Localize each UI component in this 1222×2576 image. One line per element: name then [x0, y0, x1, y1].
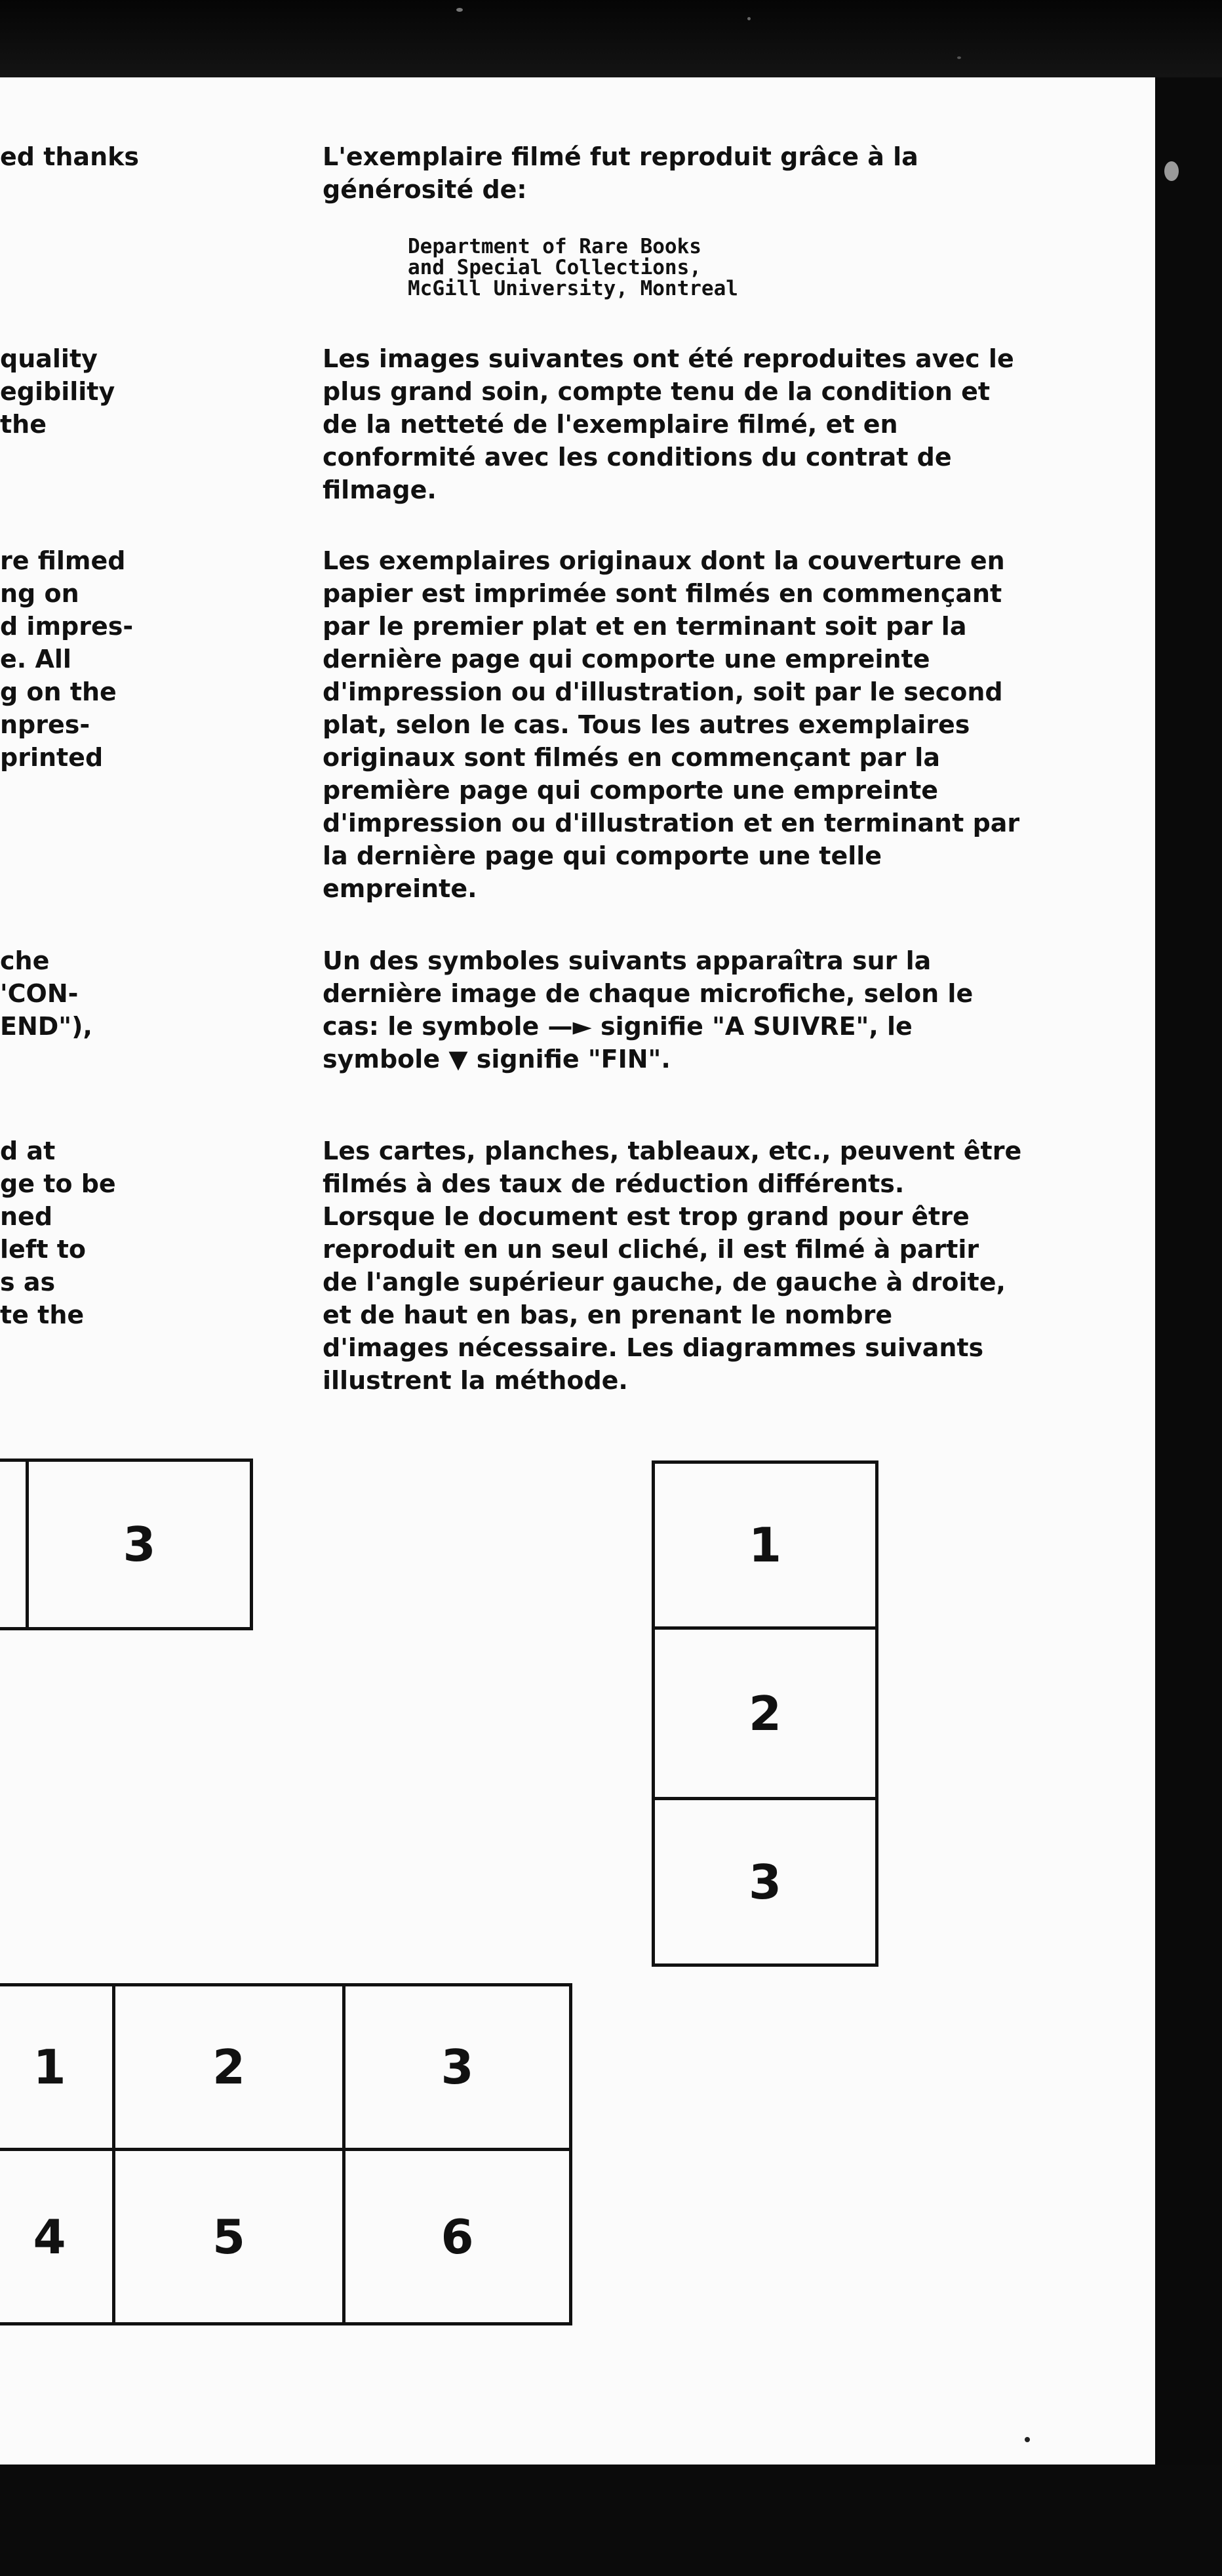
diagram-cell: 1 [748, 1518, 782, 1573]
left-line: printed [0, 743, 104, 772]
institution-line: McGill University, Montreal [408, 277, 738, 300]
para1-line: conformité avec les conditions du contrat de [323, 443, 952, 472]
left-line: npres- [0, 710, 90, 739]
para4-line: Lorsque le document est trop grand pour être [323, 1202, 970, 1231]
scan-right-border [1155, 77, 1222, 2576]
para2-line: originaux sont filmés en commençant par la [323, 743, 940, 772]
para2-line: plat, selon le cas. Tous les autres exemplaires [323, 710, 970, 739]
scan-speck [1164, 161, 1179, 181]
left-line: s as [0, 1268, 56, 1297]
left-line: te the [0, 1300, 85, 1329]
institution-line: Department of Rare Books [408, 235, 701, 258]
diagram-vertical-column [652, 1460, 878, 1967]
diagram-cell: 3 [748, 1854, 782, 1910]
left-line: ge to be [0, 1169, 116, 1198]
left-line: re filmed [0, 546, 126, 575]
para4-line: reproduit en un seul cliché, il est filmé à partir [323, 1235, 979, 1264]
left-line: the [0, 410, 47, 439]
scan-speck [747, 17, 751, 20]
left-line: e. All [0, 645, 71, 674]
institution-line: and Special Collections, [408, 256, 701, 279]
scan-top-border [0, 0, 1222, 77]
para2-line: d'impression ou d'illustration et en terminant par [323, 809, 1020, 837]
diagram-cell: 2 [748, 1685, 782, 1741]
diagram-cell: 1 [33, 2040, 66, 2095]
para4-line: Les cartes, planches, tableaux, etc., peuvent être [323, 1137, 1022, 1165]
diagram-cell: 4 [33, 2209, 66, 2264]
left-line: d impres- [0, 612, 134, 641]
para4-line: d'images nécessaire. Les diagrammes suivants [323, 1333, 984, 1362]
diagram-cell: 2 [212, 2040, 246, 2095]
left-line: ng on [0, 579, 79, 608]
para1-line: filmage. [323, 475, 437, 504]
left-line: che [0, 946, 50, 975]
para1-line: Les images suivantes ont été reproduites avec le [323, 344, 1014, 373]
para1-line: plus grand soin, compte tenu de la condition et [323, 377, 991, 406]
intro-line: générosité de: [323, 175, 527, 204]
para3-line: Un des symboles suivants apparaîtra sur la [323, 946, 932, 975]
para3-line: dernière image de chaque microfiche, selon le [323, 979, 974, 1008]
para2-line: la dernière page qui comporte une telle [323, 841, 882, 870]
para2-line: d'impression ou d'illustration, soit par le second [323, 677, 1003, 706]
para2-line: papier est imprimée sont filmés en commençant [323, 579, 1002, 608]
para4-line: filmés à des taux de réduction différents. [323, 1169, 905, 1198]
diagram-cell: 3 [441, 2040, 474, 2095]
para2-line: dernière page qui comporte une empreinte [323, 645, 930, 674]
para4-line: et de haut en bas, en prenant le nombre [323, 1300, 893, 1329]
left-line: END"), [0, 1012, 92, 1041]
intro-line: L'exemplaire filmé fut reproduit grâce à la [323, 142, 918, 171]
document-page [0, 77, 1155, 2465]
para2-line: première page qui comporte une empreinte [323, 776, 939, 805]
diagram-cell: 6 [441, 2209, 474, 2264]
left-line: egibility [0, 377, 115, 406]
para3-line: cas: le symbole —► signifie "A SUIVRE", le [323, 1012, 913, 1041]
left-line: ed thanks [0, 142, 140, 171]
left-line: g on the [0, 677, 117, 706]
left-line: 'CON- [0, 979, 79, 1008]
scan-speck [957, 56, 961, 59]
para2-line: par le premier plat et en terminant soit par la [323, 612, 967, 641]
para4-line: illustrent la méthode. [323, 1366, 628, 1395]
diagram-grid [0, 1983, 572, 2325]
para4-line: de l'angle supérieur gauche, de gauche à droite, [323, 1268, 1006, 1297]
diagram-cell: 5 [212, 2209, 246, 2264]
diagram-horizontal-strip [0, 1459, 253, 1630]
left-line: d at [0, 1137, 56, 1165]
left-line: ned [0, 1202, 53, 1231]
para3-line: symbole ▼ signifie "FIN". [323, 1045, 671, 1074]
diagram-cell: 3 [123, 1517, 156, 1572]
scan-speck [456, 8, 463, 12]
left-line: quality [0, 344, 98, 373]
scan-bottom-border [0, 2465, 1222, 2576]
para2-line: empreinte. [323, 874, 477, 903]
para1-line: de la netteté de l'exemplaire filmé, et en [323, 410, 898, 439]
para2-line: Les exemplaires originaux dont la couverture en [323, 546, 1005, 575]
scan-speck [1025, 2437, 1030, 2442]
left-line: left to [0, 1235, 86, 1264]
